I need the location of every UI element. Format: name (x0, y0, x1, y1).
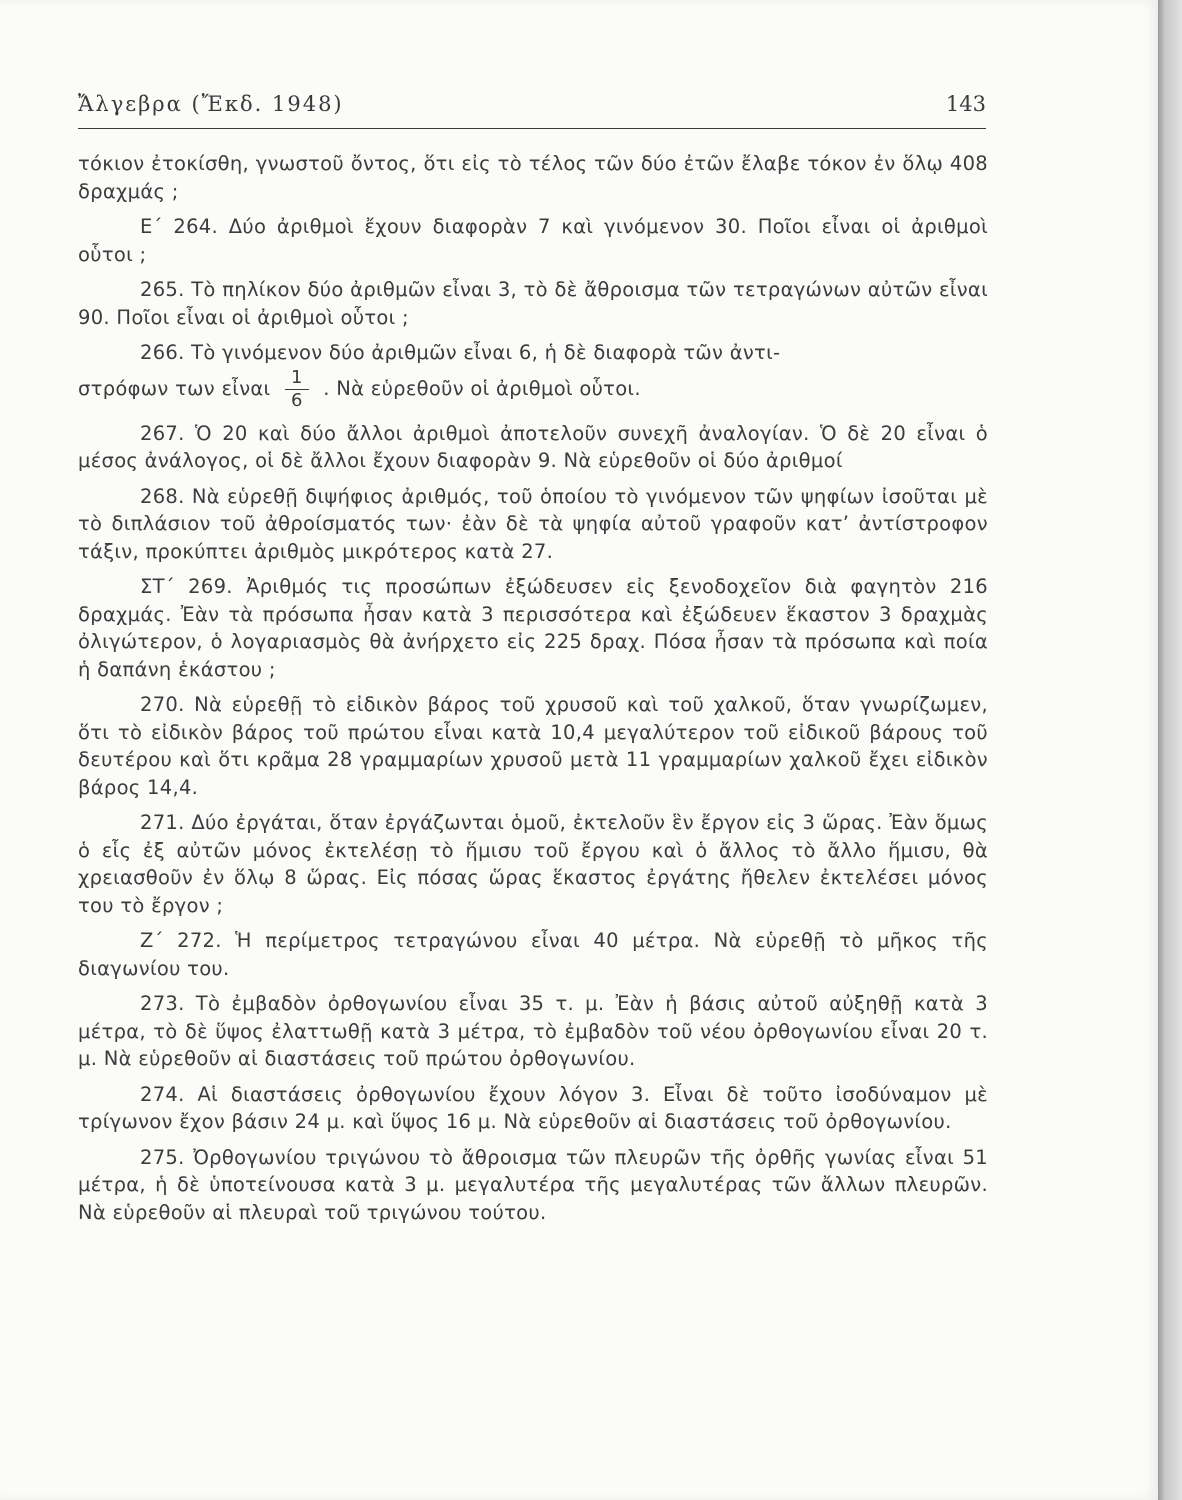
page-number: 143 (945, 92, 986, 116)
problem-274: 274. Αἱ διαστάσεις ὀρθογωνίου ἔχουν λόγον 3. Εἶναι δὲ τοῦτο ἰσοδύναμον μὲ τρίγωνον ἔχον βάσιν 24 μ. καὶ ὕψος 16 μ. Νὰ εὑρεθοῦν αἱ διαστάσεις τοῦ ὀρθογωνίου. (78, 1082, 988, 1133)
problem-275: 275. Ὀρθογωνίου τριγώνου τὸ ἄθροισμα τῶν πλευρῶν τῆς ὀρθῆς γωνίας εἶναι 51 μέτρα, ἡ δὲ ὑποτείνουσα κατὰ 3 μ. μεγαλυτέρα τῆς μεγαλυτέρας τῶν ἄλλων πλευρῶν. Νὰ εὑρεθοῦν αἱ πλευραὶ τοῦ τριγώνου τούτου. (78, 1145, 988, 1224)
page-edge-shadow (1158, 0, 1182, 1500)
paragraph-continuation: τόκιον ἐτοκίσθη, γνωστοῦ ὄντος, ὅτι εἰς τὸ τέλος τῶν δύο ἐτῶν ἔλαβε τόκον ἐν ὅλῳ 408 δραχμάς ; (78, 152, 988, 203)
running-title: Ἄλγεβρα (Ἔκδ. 1948) (78, 92, 344, 116)
problem-266-text-before: στρόφων των εἶναι (78, 376, 271, 400)
problem-273: 273. Τὸ ἐμβαδὸν ὀρθογωνίου εἶναι 35 τ. μ. Ἐὰν ἡ βάσις αὐτοῦ αὐξηθῇ κατὰ 3 μέτρα, τὸ δὲ ὕψος ἐλαττωθῇ κατὰ 3 μέτρα, τὸ ἐμβαδὸν τοῦ νέου ὀρθογωνίου εἶναι 20 τ. μ. Νὰ εὑρεθοῦν αἱ διαστάσεις τοῦ πρώτου ὀρθογωνίου. (78, 992, 988, 1070)
problem-266 (78, 339, 988, 412)
fraction-numerator: 1 (285, 367, 309, 390)
problem-269: ΣΤ΄ 269. Ἀριθμός τις προσώπων ἐξώδευσεν εἰς ξενοδοχεῖον διὰ φαγητὸν 216 δραχμάς. Ἐὰν τὰ πρόσωπα ἦσαν κατὰ 3 περισσότερα καὶ ἐξώδευεν ἕκαστον 3 δραχμὰς ὀλιγώτερον, ὁ λογαριασμὸς θὰ ἀνήρχετο εἰς 225 δραχ. Πόσα ἦσαν τὰ πρόσωπα καὶ ποία ἡ δαπάνη ἑκάστου ; (78, 575, 988, 681)
fraction-denominator: 6 (290, 389, 303, 411)
problem-264: Ε΄ 264. Δύο ἀριθμοὶ ἔχουν διαφορὰν 7 καὶ γινόμενον 30. Ποῖοι εἶναι οἱ ἀριθμοὶ οὗτοι ; (78, 215, 988, 266)
problem-268: 268. Νὰ εὑρεθῇ διψήφιος ἀριθμός, τοῦ ὁποίου τὸ γινόμενον τῶν ψηφίων ἰσοῦται μὲ τὸ διπλάσιον τοῦ ἀθροίσματός των· ἐὰν δὲ τὰ ψηφία αὐτοῦ γραφοῦν κατ’ ἀντίστροφον τάξιν, προκύπτει ἀριθμὸς μικρότερος κατὰ 27. (78, 484, 988, 563)
problem-266-line2 (78, 367, 988, 412)
page-body (78, 150, 988, 1234)
problem-270: 270. Νὰ εὑρεθῇ τὸ εἰδικὸν βάρος τοῦ χρυσοῦ καὶ τοῦ χαλκοῦ, ὅταν γνωρίζωμεν, ὅτι τὸ εἰδικὸν βάρος τοῦ πρώτου εἶναι κατὰ 10,4 μεγαλύτερον τοῦ εἰδικοῦ βάρους τοῦ δευτέρου καὶ ὅτι κρᾶμα 28 γραμμαρίων χρυσοῦ μετὰ 11 γραμμαρίων χαλκοῦ ἔχει εἰδικὸν βάρος 14,4. (78, 693, 988, 799)
problem-265: 265. Τὸ πηλίκον δύο ἀριθμῶν εἶναι 3, τὸ δὲ ἄθροισμα τῶν τετραγώνων αὐτῶν εἶναι 90. Ποῖοι εἶναι οἱ ἀριθμοὶ οὗτοι ; (78, 278, 988, 329)
problem-272: Ζ΄ 272. Ἡ περίμετρος τετραγώνου εἶναι 40 μέτρα. Νὰ εὑρεθῇ τὸ μῆκος τῆς διαγωνίου του. (78, 929, 988, 980)
problem-267: 267. Ὁ 20 καὶ δύο ἄλλοι ἀριθμοὶ ἀποτελοῦν συνεχῆ ἀναλογίαν. Ὁ δὲ 20 εἶναι ὁ μέσος ἀνάλογος, οἱ δὲ ἄλλοι ἔχουν διαφορὰν 9. Νὰ εὑρεθοῦν οἱ δύο ἀριθμοί (78, 421, 988, 472)
problem-266-text-after: . Νὰ εὑρεθοῦν οἱ ἀριθμοὶ οὗτοι. (323, 376, 641, 400)
problem-271: 271. Δύο ἐργάται, ὅταν ἐργάζωνται ὁμοῦ, ἐκτελοῦν ἓν ἔργον εἰς 3 ὥρας. Ἐὰν ὅμως ὁ εἷς ἐξ αὐτῶν μόνος ἐκτελέσῃ τὸ ἥμισυ τοῦ ἔργου καὶ ὁ ἄλλος τὸ ἄλλο ἥμισυ, θὰ χρειασθοῦν ἐν ὅλῳ 8 ὥρας. Εἰς πόσας ὥρας ἕκαστος ἐργάτης ἤθελεν ἐκτελέσει μόνος του τὸ ἔργον ; (78, 811, 988, 917)
page-header (78, 92, 986, 129)
problem-266-line1: 266. Τὸ γινόμενον δύο ἀριθμῶν εἶναι 6, ἡ δὲ διαφορὰ τῶν ἀντι- (140, 341, 781, 364)
fraction (285, 367, 309, 412)
